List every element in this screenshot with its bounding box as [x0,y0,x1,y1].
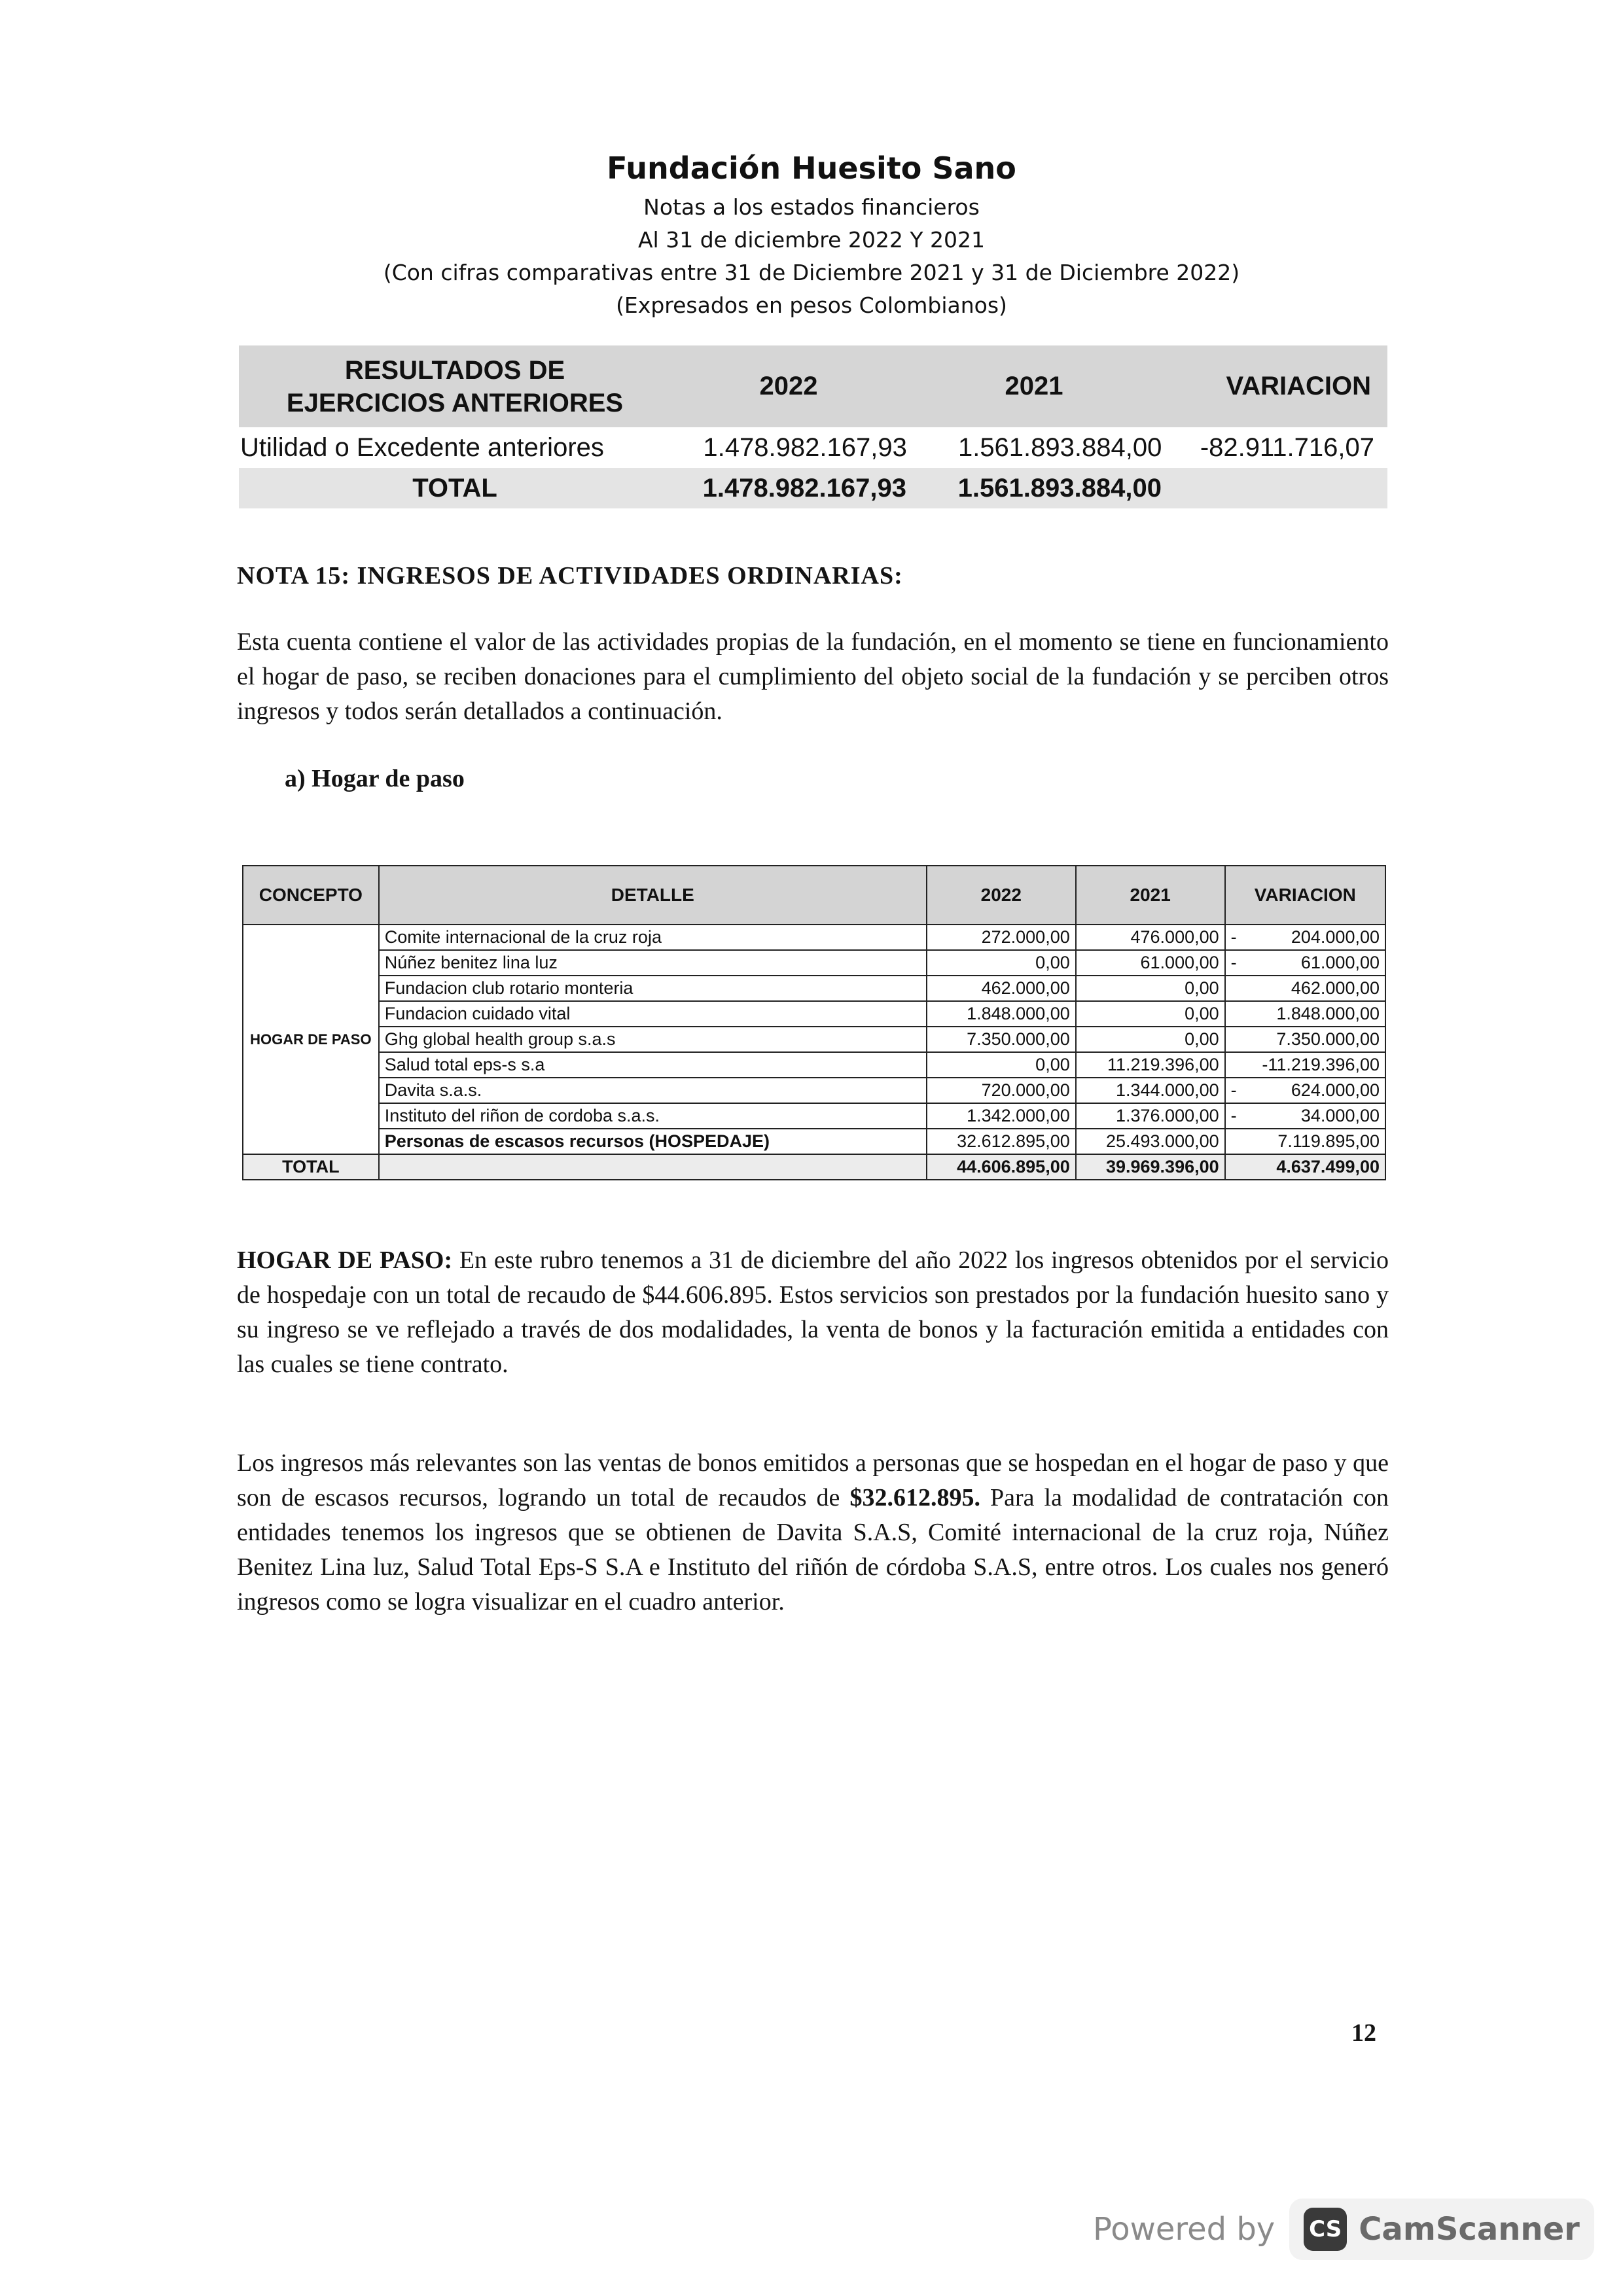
results-table-header [239,345,1387,427]
detail-cell: Fundacion cuidado vital [379,1001,927,1027]
variation-sign: - [1230,927,1237,947]
hogar-de-paso-lead: HOGAR DE PASO: [237,1246,453,1274]
variation-sign: - [1230,1080,1237,1100]
header-date: Al 31 de diciembre 2022 Y 2021 [637,227,985,253]
value-2021: 61.000,00 [1076,950,1225,976]
results-total-label: TOTAL [412,473,497,503]
document-header [0,145,1623,322]
value-2022: 720.000,00 [927,1078,1076,1103]
results-total-2021: 1.561.893.884,00 [957,473,1162,503]
value-2021: 1.344.000,00 [1076,1078,1225,1103]
value-variation: 462.000,00 [1225,976,1385,1001]
detail-cell: Personas de escasos recursos (HOSPEDAJE) [379,1129,927,1154]
detail-cell: Fundacion club rotario monteria [379,976,927,1001]
camscanner-watermark [1093,2199,1594,2260]
header-comparative-note: (Con cifras comparativas entre 31 de Diciembre 2021 y 31 de Diciembre 2022) [383,260,1240,285]
value-variation: - 204.000,00 [1225,925,1385,950]
results-row-label: Utilidad o Excedente anteriores [240,433,604,462]
value-2022: 1.848.000,00 [927,1001,1076,1027]
value-2021: 11.219.396,00 [1076,1052,1225,1078]
value-2022: 7.350.000,00 [927,1027,1076,1052]
nota-15-paragraph: Esta cuenta contiene el valor de las actividades propias de la fundación, en el momento se tiene en funcionamiento el hogar de paso, se reciben donaciones para el cumplimiento del objeto social de la fundación y se perciben otros ingresos y todos serán detallados a continuación. [237,628,1389,725]
value-2022: 462.000,00 [927,976,1076,1001]
results-header-2021: 2021 [1005,372,1063,400]
results-total-row [239,468,1387,508]
nota-15-title: NOTA 15: INGRESOS DE ACTIVIDADES ORDINARIAS: [237,562,903,590]
camscanner-logo-icon: CS [1304,2208,1347,2251]
table-row [243,1001,1385,1027]
value-2022: 1.342.000,00 [927,1103,1076,1129]
value-variation: - 34.000,00 [1225,1103,1385,1129]
results-header-label: RESULTADOS DE EJERCICIOS ANTERIORES [286,355,624,417]
value-variation: 1.848.000,00 [1225,1001,1385,1027]
concept-cell: HOGAR DE PASO [243,925,379,1154]
detail-table-header [243,866,1385,925]
value-2022: 272.000,00 [927,925,1076,950]
value-2021: 25.493.000,00 [1076,1129,1225,1154]
table-row [243,1078,1385,1103]
total-label: TOTAL [243,1154,379,1180]
results-total-2022: 1.478.982.167,93 [702,473,906,503]
value-2022: 0,00 [927,950,1076,976]
header-2022: 2022 [927,866,1076,925]
header-2021: 2021 [1076,866,1225,925]
value-2021: 476.000,00 [1076,925,1225,950]
value-variation: -11.219.396,00 [1225,1052,1385,1078]
results-previous-years-table [239,345,1387,508]
results-header-variation: VARIACION [1226,372,1371,400]
value-variation: - 61.000,00 [1225,950,1385,976]
hogar-de-paso-paragraph: HOGAR DE PASO: En este rubro tenemos a 31 de diciembre del año 2022 los ingresos obtenidos por el servicio de hospedaje con un total de recaudo de $44.606.895. Estos servicios son prestados por la fundación huesito sano y su ingreso se ve reflejado a través de dos modalidades, la venta de bonos y la facturación emitida a entidades con las cuales se tiene contrato. [237,1246,1389,1378]
variation-sign: - [1230,1106,1237,1125]
header-concept: CONCEPTO [243,866,379,925]
value-variation: 7.350.000,00 [1225,1027,1385,1052]
header-detail: DETALLE [379,866,927,925]
value-2021: 0,00 [1076,976,1225,1001]
watermark-powered-by: Powered by [1093,2211,1275,2248]
organization-name: Fundación Huesito Sano [607,150,1016,186]
detail-cell: Salud total eps-s s.a [379,1052,927,1078]
total-2022: 44.606.895,00 [927,1154,1076,1180]
value-variation: - 624.000,00 [1225,1078,1385,1103]
detail-cell: Instituto del riñon de cordoba s.a.s. [379,1103,927,1129]
results-row-variation: -82.911.716,07 [1200,433,1374,462]
results-row-2022: 1.478.982.167,93 [703,433,907,462]
hogar-de-paso-table [242,865,1386,1180]
table-row [243,1027,1385,1052]
detail-cell: Ghg global health group s.a.s [379,1027,927,1052]
total-variation: 4.637.499,00 [1225,1154,1385,1180]
total-detail-empty [379,1154,927,1180]
hogar-de-paso-subtitle: a) Hogar de paso [285,765,465,792]
watermark-brand-name: CamScanner [1359,2211,1580,2248]
header-currency-note: (Expresados en pesos Colombianos) [616,292,1007,318]
value-variation: 7.119.895,00 [1225,1129,1385,1154]
table-row [243,1103,1385,1129]
detail-cell: Davita s.a.s. [379,1078,927,1103]
relevant-income-paragraph: Los ingresos más relevantes son las ventas de bonos emitidos a personas que se hospedan en el hogar de paso y que son de escasos recursos, logrando un total de recaudos de $32.612.895. Para la modalidad de contratación con entidades tenemos los ingresos que se obtienen de Davita S.A.S, Comité internacional de la cruz roja, Núñez Benitez Lina luz, Salud Total Eps-S S.A e Instituto del riñón de córdoba S.A.S, entre otros. Los cuales nos generó ingresos como se logra visualizar en el cuadro anterior. [237,1449,1389,1616]
table-row [243,1129,1385,1154]
variation-sign: - [1230,953,1237,972]
value-2022: 32.612.895,00 [927,1129,1076,1154]
table-row [243,1052,1385,1078]
results-row [239,427,1387,468]
table-total-row [243,1154,1385,1180]
table-row [243,976,1385,1001]
value-2021: 1.376.000,00 [1076,1103,1225,1129]
value-2021: 0,00 [1076,1001,1225,1027]
table-row [243,950,1385,976]
detail-cell: Comite internacional de la cruz roja [379,925,927,950]
watermark-badge [1289,2199,1594,2260]
results-row-2021: 1.561.893.884,00 [957,433,1162,462]
value-2022: 0,00 [927,1052,1076,1078]
table-row [243,925,1385,950]
detail-cell: Núñez benitez lina luz [379,950,927,976]
header-subtitle: Notas a los estados financieros [643,194,980,220]
header-variation: VARIACION [1225,866,1385,925]
page-number: 12 [1351,2019,1376,2047]
total-2021: 39.969.396,00 [1076,1154,1225,1180]
results-header-2022: 2022 [759,372,818,400]
value-2021: 0,00 [1076,1027,1225,1052]
highlight-amount: $32.612.895. [849,1484,980,1511]
